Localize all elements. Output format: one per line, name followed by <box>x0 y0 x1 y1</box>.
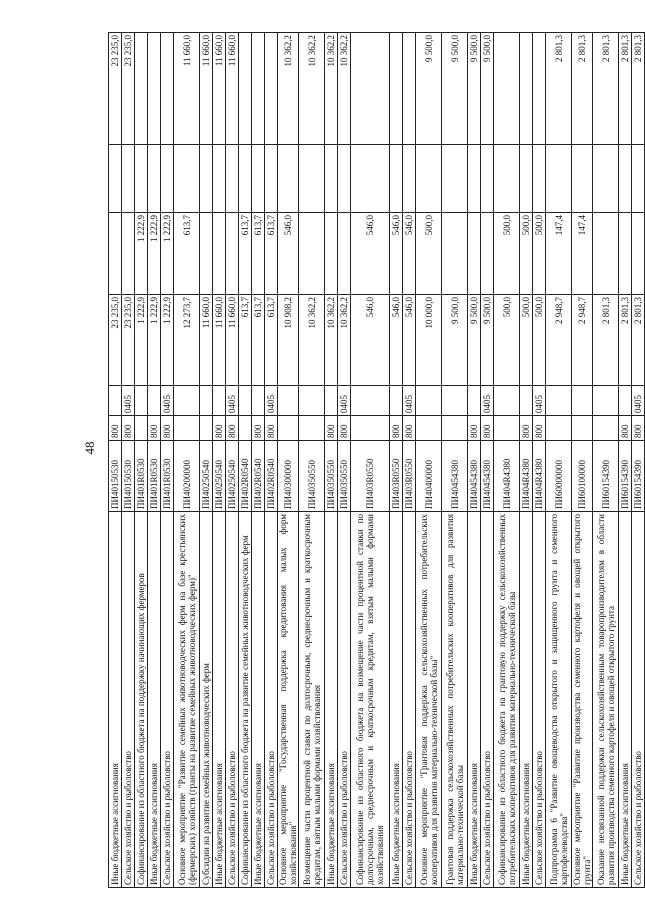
table-row <box>546 33 572 888</box>
row-value-federal: 23 235,0 <box>122 33 135 145</box>
row-value-extra <box>338 145 351 213</box>
row-sub-cell <box>494 416 520 441</box>
row-value-federal <box>390 33 403 145</box>
row-value-extra <box>161 145 174 213</box>
row-value-regional: 147,4 <box>546 213 572 295</box>
row-value-federal: 9 500,0 <box>468 33 481 145</box>
row-name-cell: Иные бюджетные ассигнования <box>213 512 226 888</box>
row-value-total: 11 660,0 <box>200 295 213 386</box>
row-sub-cell <box>174 416 200 441</box>
row-value-total: 613,7 <box>252 295 265 386</box>
row-value-federal: 9 500,0 <box>481 33 494 145</box>
row-code-cell: ПИ404R4380 <box>533 441 546 512</box>
table-row <box>265 33 278 888</box>
row-code-cell: ПИ40250540 <box>200 441 213 512</box>
row-section-cell <box>390 386 403 416</box>
table-row <box>174 33 200 888</box>
row-code-cell: ПИ40250540 <box>226 441 239 512</box>
row-sub-cell: 800 <box>213 416 226 441</box>
row-name-cell: Сельское хозяйство и рыболовство <box>226 512 239 888</box>
row-name-cell: Сельское хозяйство и рыболовство <box>403 512 416 888</box>
row-value-total: 9 500,0 <box>468 295 481 386</box>
row-name-cell: Основное мероприятие "Развитие семейных животноводческих ферм на базе крестьянских (фермерских) хозяйств (гранты на развитие семейных животноводческих ферм)" <box>174 512 200 888</box>
row-name-cell: Иные бюджетные ассигнования <box>325 512 338 888</box>
row-value-total: 2 948,7 <box>572 295 593 386</box>
row-code-cell: ПИ40350550 <box>338 441 351 512</box>
row-section-cell: 0405 <box>481 386 494 416</box>
row-value-regional <box>632 213 645 295</box>
table-row <box>351 33 390 888</box>
row-sub-cell: 800 <box>481 416 494 441</box>
row-value-total: 10 362,2 <box>325 295 338 386</box>
row-value-federal: 11 660,0 <box>200 33 213 145</box>
row-sub-cell: 800 <box>226 416 239 441</box>
budget-table-body <box>109 33 645 888</box>
row-value-extra <box>468 145 481 213</box>
row-section-cell <box>200 386 213 416</box>
row-sub-cell: 800 <box>468 416 481 441</box>
row-value-federal <box>135 33 148 145</box>
row-value-extra <box>213 145 226 213</box>
row-name-cell: Сельское хозяйство и рыболовство <box>481 512 494 888</box>
row-value-total: 1 222,9 <box>161 295 174 386</box>
row-value-extra <box>442 145 468 213</box>
row-code-cell: ПИ40350550 <box>299 441 325 512</box>
row-value-regional <box>200 213 213 295</box>
row-value-total: 500,0 <box>494 295 520 386</box>
row-value-extra <box>135 145 148 213</box>
row-value-total: 613,7 <box>265 295 278 386</box>
row-value-regional: 546,0 <box>403 213 416 295</box>
row-value-total: 2 801,3 <box>619 295 632 386</box>
row-sub-cell: 800 <box>252 416 265 441</box>
row-value-extra <box>122 145 135 213</box>
row-name-cell: Софинансирование из областного бюджета на грантовую поддержку сельскохозяйственных потребительских кооперативов для развития материально-технической базы <box>494 512 520 888</box>
row-sub-cell: 800 <box>265 416 278 441</box>
row-value-regional: 1 222,9 <box>148 213 161 295</box>
row-section-cell: 0405 <box>533 386 546 416</box>
row-value-federal <box>265 33 278 145</box>
row-value-federal: 2 801,3 <box>619 33 632 145</box>
row-section-cell <box>278 386 299 416</box>
row-section-cell: 0405 <box>161 386 174 416</box>
row-value-extra <box>226 145 239 213</box>
row-value-extra <box>520 145 533 213</box>
row-value-regional <box>122 213 135 295</box>
row-section-cell <box>351 386 390 416</box>
table-row <box>213 33 226 888</box>
row-section-cell: 0405 <box>632 386 645 416</box>
row-sub-cell <box>442 416 468 441</box>
row-value-federal: 11 660,0 <box>213 33 226 145</box>
row-section-cell <box>468 386 481 416</box>
row-value-total: 11 660,0 <box>213 295 226 386</box>
row-sub-cell: 800 <box>148 416 161 441</box>
row-value-regional: 546,0 <box>278 213 299 295</box>
row-value-extra <box>174 145 200 213</box>
row-sub-cell <box>200 416 213 441</box>
row-name-cell: Основное мероприятие "Грантовая поддержка сельскохозяйственных потребительских кооперативов для развития материально-технической базы" <box>416 512 442 888</box>
row-code-cell: ПИ40200000 <box>174 441 200 512</box>
row-name-cell: Подпрограмма 6 "Развитие овощеводства открытого и защищенного грунта и семенного картофелеводства" <box>546 512 572 888</box>
row-value-federal <box>239 33 252 145</box>
row-name-cell: Сельское хозяйство и рыболовство <box>122 512 135 888</box>
row-value-federal: 23 235,0 <box>109 33 122 145</box>
row-value-regional <box>619 213 632 295</box>
table-row <box>494 33 520 888</box>
row-name-cell: Субсидии на развитие семейных животноводческих ферм <box>200 512 213 888</box>
table-row <box>299 33 325 888</box>
table-row <box>533 33 546 888</box>
row-value-extra <box>533 145 546 213</box>
table-row <box>619 33 632 888</box>
row-value-extra <box>390 145 403 213</box>
row-code-cell: ПИ60000000 <box>546 441 572 512</box>
row-code-cell: ПИ40150530 <box>122 441 135 512</box>
row-sub-cell <box>278 416 299 441</box>
table-row <box>161 33 174 888</box>
row-sub-cell: 800 <box>109 416 122 441</box>
row-value-regional: 613,7 <box>252 213 265 295</box>
row-value-total: 12 273,7 <box>174 295 200 386</box>
row-section-cell: 0405 <box>226 386 239 416</box>
row-value-total: 10 362,2 <box>338 295 351 386</box>
row-name-cell: Сельское хозяйство и рыболовство <box>161 512 174 888</box>
table-row <box>252 33 265 888</box>
row-value-federal <box>520 33 533 145</box>
row-code-cell: ПИ40300000 <box>278 441 299 512</box>
row-name-cell: Иные бюджетные ассигнования <box>520 512 533 888</box>
row-name-cell: Основное мероприятие "Государственная поддержка кредитования малых форм хозяйствования" <box>278 512 299 888</box>
row-value-extra <box>481 145 494 213</box>
row-name-cell: Иные бюджетные ассигнования <box>390 512 403 888</box>
page-number: 48 <box>82 441 97 455</box>
table-row <box>325 33 338 888</box>
row-section-cell <box>148 386 161 416</box>
row-value-regional <box>299 213 325 295</box>
row-name-cell: Иные бюджетные ассигнования <box>148 512 161 888</box>
row-value-regional <box>468 213 481 295</box>
table-row <box>442 33 468 888</box>
row-code-cell: ПИ40454380 <box>468 441 481 512</box>
row-value-extra <box>299 145 325 213</box>
row-value-regional <box>593 213 619 295</box>
row-value-federal: 2 801,3 <box>593 33 619 145</box>
row-name-cell: Оказание несвязанной поддержки сельскохозяйственным товаропроизводителям в области развития производства семенного картофеля и овощей открытого грунта <box>593 512 619 888</box>
row-name-cell: Иные бюджетные ассигнования <box>619 512 632 888</box>
row-value-federal: 10 362,2 <box>299 33 325 145</box>
row-value-total: 2 948,7 <box>546 295 572 386</box>
row-value-regional: 613,7 <box>239 213 252 295</box>
row-value-federal <box>161 33 174 145</box>
row-value-regional: 500,0 <box>533 213 546 295</box>
row-sub-cell <box>239 416 252 441</box>
row-value-total: 500,0 <box>533 295 546 386</box>
row-value-extra <box>325 145 338 213</box>
row-value-total: 2 801,3 <box>632 295 645 386</box>
row-section-cell: 0405 <box>122 386 135 416</box>
row-value-federal <box>252 33 265 145</box>
row-code-cell: ПИ404R4380 <box>494 441 520 512</box>
row-sub-cell <box>572 416 593 441</box>
row-value-total: 23 235,0 <box>109 295 122 386</box>
row-value-total: 546,0 <box>351 295 390 386</box>
row-value-extra <box>109 145 122 213</box>
table-row <box>520 33 533 888</box>
row-value-extra <box>416 145 442 213</box>
row-code-cell: ПИ401R0530 <box>161 441 174 512</box>
row-sub-cell <box>416 416 442 441</box>
table-row <box>278 33 299 888</box>
row-code-cell: ПИ40350550 <box>325 441 338 512</box>
row-name-cell: Сельское хозяйство и рыболовство <box>338 512 351 888</box>
row-value-total: 9 500,0 <box>442 295 468 386</box>
row-value-extra <box>546 145 572 213</box>
row-value-regional: 500,0 <box>520 213 533 295</box>
row-sub-cell: 800 <box>533 416 546 441</box>
table-row <box>338 33 351 888</box>
table-row <box>593 33 619 888</box>
row-name-cell: Грантовая поддержка сельскохозяйственных потребительских кооперативов для развития материально-технической базы <box>442 512 468 888</box>
table-row <box>572 33 593 888</box>
row-value-extra <box>593 145 619 213</box>
row-code-cell: ПИ402R0540 <box>265 441 278 512</box>
table-row <box>226 33 239 888</box>
budget-table-rotated <box>108 33 643 888</box>
row-name-cell: Софинансирование из областного бюджета на поддержку начинающих фермеров <box>135 512 148 888</box>
row-value-regional <box>442 213 468 295</box>
row-value-federal <box>533 33 546 145</box>
row-value-federal <box>148 33 161 145</box>
row-section-cell <box>520 386 533 416</box>
row-code-cell: ПИ403R0550 <box>351 441 390 512</box>
row-section-cell <box>239 386 252 416</box>
row-value-regional: 147,4 <box>572 213 593 295</box>
row-code-cell: ПИ403R0550 <box>403 441 416 512</box>
table-row <box>200 33 213 888</box>
table-row <box>403 33 416 888</box>
row-value-extra <box>239 145 252 213</box>
row-sub-cell <box>351 416 390 441</box>
row-value-total: 1 222,9 <box>148 295 161 386</box>
row-section-cell <box>252 386 265 416</box>
row-code-cell: ПИ40150530 <box>109 441 122 512</box>
row-section-cell <box>593 386 619 416</box>
row-value-total: 10 908,2 <box>278 295 299 386</box>
row-value-regional <box>109 213 122 295</box>
row-name-cell: Софинансирование из областного бюджета на развитие семейных животноводческих ферм <box>239 512 252 888</box>
row-value-regional: 1 222,9 <box>135 213 148 295</box>
row-value-federal: 10 362,2 <box>325 33 338 145</box>
row-section-cell <box>135 386 148 416</box>
table-row <box>239 33 252 888</box>
row-value-extra <box>200 145 213 213</box>
row-value-federal: 2 801,3 <box>632 33 645 145</box>
row-value-regional: 613,7 <box>265 213 278 295</box>
table-row <box>135 33 148 888</box>
table-row <box>109 33 122 888</box>
budget-table <box>108 32 645 888</box>
row-value-extra <box>494 145 520 213</box>
row-value-extra <box>572 145 593 213</box>
row-value-total: 10 000,0 <box>416 295 442 386</box>
row-code-cell: ПИ403R0550 <box>390 441 403 512</box>
row-code-cell: ПИ60154390 <box>619 441 632 512</box>
row-value-regional <box>325 213 338 295</box>
row-code-cell: ПИ402R0540 <box>239 441 252 512</box>
row-name-cell: Иные бюджетные ассигнования <box>109 512 122 888</box>
row-section-cell <box>213 386 226 416</box>
row-value-federal: 11 660,0 <box>174 33 200 145</box>
row-code-cell: ПИ40454380 <box>442 441 468 512</box>
row-sub-cell <box>299 416 325 441</box>
row-name-cell: Сельское хозяйство и рыболовство <box>265 512 278 888</box>
row-section-cell: 0405 <box>265 386 278 416</box>
table-row <box>468 33 481 888</box>
row-value-regional <box>226 213 239 295</box>
row-code-cell: ПИ401R0530 <box>135 441 148 512</box>
row-name-cell: Основное мероприятие "Развитие производства семенного картофеля и овощей открытого грунта" <box>572 512 593 888</box>
row-value-federal: 10 362,2 <box>338 33 351 145</box>
row-value-federal <box>403 33 416 145</box>
row-sub-cell: 800 <box>403 416 416 441</box>
row-value-total: 500,0 <box>520 295 533 386</box>
row-value-extra <box>148 145 161 213</box>
row-section-cell <box>494 386 520 416</box>
row-name-cell: Софинансирование из областного бюджета на возмещение части процентной ставки по долгосрочным, среднесрочным и краткосрочным кредитам, взятым малыми формами хозяйствования <box>351 512 390 888</box>
row-value-extra <box>278 145 299 213</box>
row-sub-cell: 800 <box>161 416 174 441</box>
table-row <box>390 33 403 888</box>
row-value-federal: 10 362,2 <box>278 33 299 145</box>
row-value-extra <box>351 145 390 213</box>
row-sub-cell <box>546 416 572 441</box>
table-row <box>632 33 645 888</box>
row-value-regional: 546,0 <box>351 213 390 295</box>
row-value-total: 546,0 <box>403 295 416 386</box>
row-section-cell: 0405 <box>403 386 416 416</box>
row-code-cell: ПИ40454380 <box>481 441 494 512</box>
row-value-total: 1 222,9 <box>135 295 148 386</box>
row-name-cell: Иные бюджетные ассигнования <box>252 512 265 888</box>
row-value-extra <box>403 145 416 213</box>
table-row <box>481 33 494 888</box>
row-code-cell: ПИ40400000 <box>416 441 442 512</box>
row-value-federal: 9 500,0 <box>442 33 468 145</box>
row-section-cell <box>619 386 632 416</box>
row-section-cell: 0405 <box>338 386 351 416</box>
row-sub-cell: 800 <box>325 416 338 441</box>
row-value-total: 613,7 <box>239 295 252 386</box>
row-value-total: 9 500,0 <box>481 295 494 386</box>
row-value-regional: 1 222,9 <box>161 213 174 295</box>
row-value-total: 11 660,0 <box>226 295 239 386</box>
row-value-regional <box>213 213 226 295</box>
row-name-cell: Сельское хозяйство и рыболовство <box>632 512 645 888</box>
row-sub-cell <box>593 416 619 441</box>
row-sub-cell: 800 <box>390 416 403 441</box>
row-section-cell <box>325 386 338 416</box>
row-value-regional: 546,0 <box>390 213 403 295</box>
row-code-cell: ПИ40250540 <box>213 441 226 512</box>
row-sub-cell: 800 <box>122 416 135 441</box>
row-code-cell: ПИ60154390 <box>593 441 619 512</box>
row-section-cell <box>546 386 572 416</box>
row-name-cell: Возмещение части процентной ставки по долгосрочным, среднесрочным и краткосрочным кредитам, взятым малыми формами хозяйствования <box>299 512 325 888</box>
row-sub-cell: 800 <box>520 416 533 441</box>
row-sub-cell: 800 <box>632 416 645 441</box>
row-value-federal <box>494 33 520 145</box>
row-value-total: 546,0 <box>390 295 403 386</box>
row-name-cell: Сельское хозяйство и рыболовство <box>533 512 546 888</box>
table-row <box>416 33 442 888</box>
row-value-federal: 2 801,3 <box>572 33 593 145</box>
table-row <box>122 33 135 888</box>
row-value-federal <box>351 33 390 145</box>
row-value-federal: 11 660,0 <box>226 33 239 145</box>
row-value-extra <box>265 145 278 213</box>
row-section-cell <box>442 386 468 416</box>
row-value-regional: 500,0 <box>416 213 442 295</box>
table-row <box>148 33 161 888</box>
row-section-cell <box>299 386 325 416</box>
row-value-federal: 2 801,3 <box>546 33 572 145</box>
row-value-regional <box>338 213 351 295</box>
row-value-total: 10 362,2 <box>299 295 325 386</box>
row-value-regional: 500,0 <box>494 213 520 295</box>
row-name-cell: Иные бюджетные ассигнования <box>468 512 481 888</box>
row-value-extra <box>632 145 645 213</box>
row-value-total: 23 235,0 <box>122 295 135 386</box>
row-value-extra <box>252 145 265 213</box>
row-section-cell <box>174 386 200 416</box>
row-code-cell: ПИ60154390 <box>632 441 645 512</box>
row-value-regional: 613,7 <box>174 213 200 295</box>
row-section-cell <box>416 386 442 416</box>
row-value-regional <box>481 213 494 295</box>
row-section-cell <box>572 386 593 416</box>
row-sub-cell: 800 <box>338 416 351 441</box>
row-sub-cell <box>135 416 148 441</box>
row-sub-cell: 800 <box>619 416 632 441</box>
row-code-cell: ПИ404R4380 <box>520 441 533 512</box>
row-section-cell <box>109 386 122 416</box>
row-code-cell: ПИ402R0540 <box>252 441 265 512</box>
row-code-cell: ПИ60100000 <box>572 441 593 512</box>
row-value-total: 2 801,3 <box>593 295 619 386</box>
row-code-cell: ПИ401R0530 <box>148 441 161 512</box>
row-value-extra <box>619 145 632 213</box>
row-value-federal: 9 500,0 <box>416 33 442 145</box>
